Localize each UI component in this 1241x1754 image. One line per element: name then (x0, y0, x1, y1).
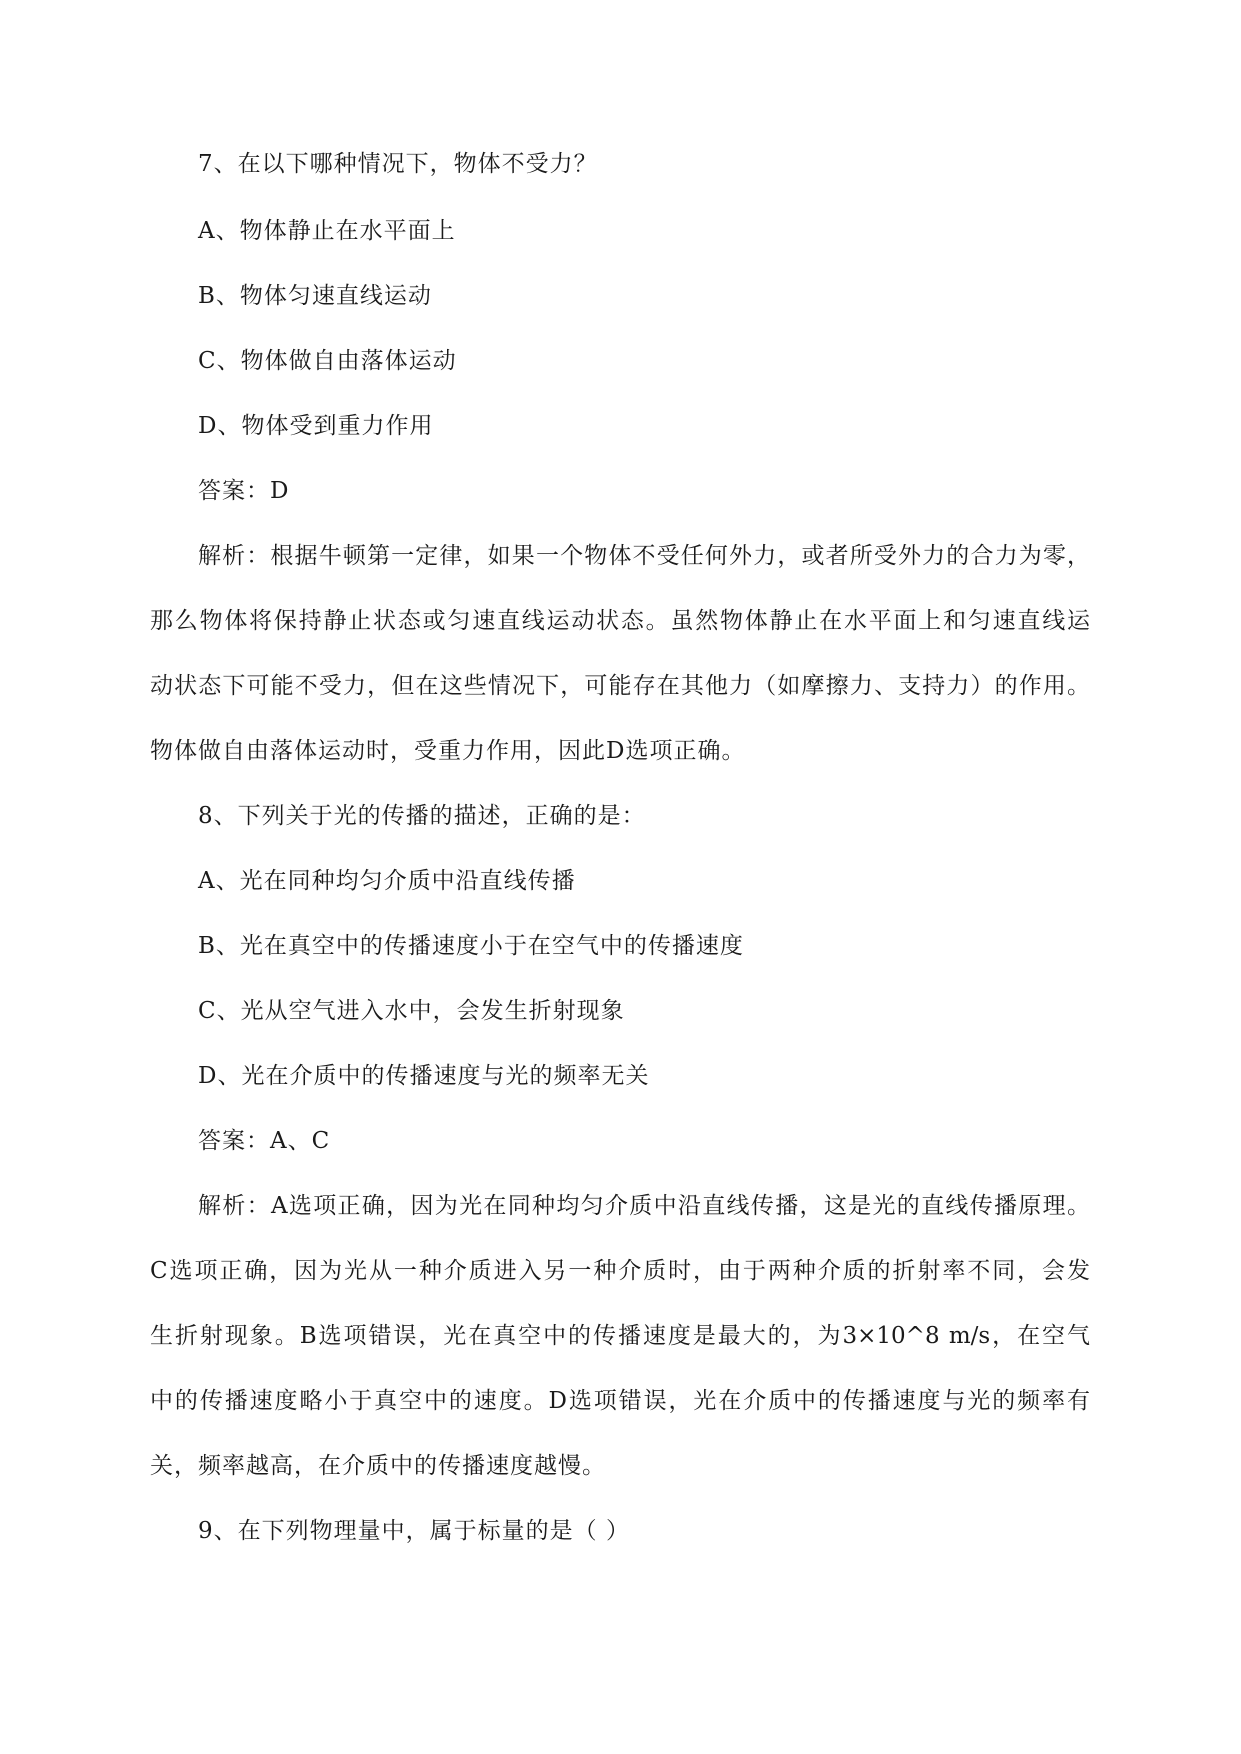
q7-analysis-line: 那么物体将保持静止状态或匀速直线运动状态。虽然物体静止在水平面上和匀速直线运 (150, 608, 1090, 634)
q8-option-a: A、光在同种均匀介质中沿直线传播 (198, 868, 576, 894)
q8-option-b: B、光在真空中的传播速度小于在空气中的传播速度 (198, 933, 744, 959)
q8-analysis-line: 解析：A选项正确，因为光在同种均匀介质中沿直线传播，这是光的直线传播原理。 (198, 1193, 1090, 1219)
q8-analysis-line: 生折射现象。B选项错误，光在真空中的传播速度是最大的，为3×10^8 m/s，在空气 (150, 1323, 1090, 1349)
q8-option-d: D、光在介质中的传播速度与光的频率无关 (198, 1063, 650, 1089)
q7-option-a: A、物体静止在水平面上 (198, 218, 456, 244)
question-7: 7、在以下哪种情况下，物体不受力？ (198, 151, 598, 177)
q8-option-c: C、光从空气进入水中，会发生折射现象 (198, 998, 625, 1024)
question-9: 9、在下列物理量中，属于标量的是（ ） (198, 1518, 630, 1544)
q8-analysis-line: 关，频率越高，在介质中的传播速度越慢。 (150, 1453, 606, 1479)
question-8: 8、下列关于光的传播的描述，正确的是： (198, 803, 646, 829)
q8-analysis-line: C选项正确，因为光从一种介质进入另一种介质时，由于两种介质的折射率不同，会发 (150, 1258, 1090, 1284)
q7-answer: 答案：D (198, 478, 290, 504)
q8-answer: 答案：A、C (198, 1128, 331, 1154)
q7-option-d: D、物体受到重力作用 (198, 413, 434, 439)
q8-analysis-line: 中的传播速度略小于真空中的速度。D选项错误，光在介质中的传播速度与光的频率有 (150, 1388, 1090, 1414)
q7-analysis-line: 物体做自由落体运动时，受重力作用，因此D选项正确。 (150, 738, 746, 764)
q7-analysis-line: 解析：根据牛顿第一定律，如果一个物体不受任何外力，或者所受外力的合力为零， (198, 543, 1090, 569)
q7-analysis-line: 动状态下可能不受力，但在这些情况下，可能存在其他力（如摩擦力、支持力）的作用。 (150, 673, 1090, 699)
q7-option-b: B、物体匀速直线运动 (198, 283, 432, 309)
q7-option-c: C、物体做自由落体运动 (198, 348, 457, 374)
